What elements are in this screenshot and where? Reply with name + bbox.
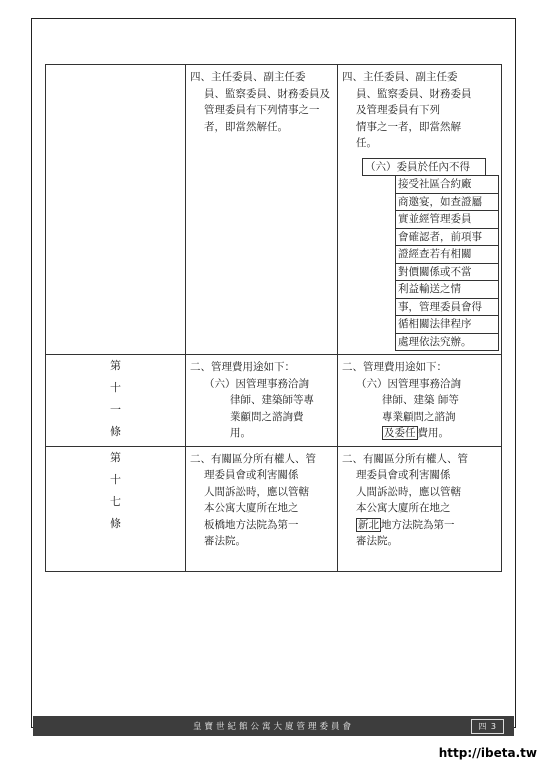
added-clause-line: 處理依法究辦。 <box>395 333 499 352</box>
text-line: 板橋地方法院為第一 <box>204 518 299 531</box>
amended-text-cell <box>338 65 502 355</box>
comparison-table <box>45 64 502 572</box>
added-clause-line: 事，管理委員會得 <box>395 298 499 317</box>
article-cell <box>46 355 186 447</box>
added-clause-line: 實並經管理委員 <box>395 210 499 229</box>
text-line: 專業顧問之諮詢 <box>382 410 456 423</box>
text-line: 二、管理費用途如下： <box>342 361 447 373</box>
amended-text-cell <box>338 355 502 447</box>
text-line: 律師、建築 師等 <box>382 394 459 406</box>
text-line: 理委員會或利害關係 <box>356 469 451 481</box>
added-clause-line: 接受社區合約廠 <box>395 175 499 194</box>
original-text-cell <box>186 446 338 571</box>
text-line: 員、監察委員、財務委員及 <box>204 87 330 100</box>
text-line: 情事之一者，即當然解 <box>356 120 461 133</box>
text-fragment: 地方法院為第一 <box>381 518 455 531</box>
added-clause-line: 證經查若有相關 <box>395 245 499 264</box>
text-line: 人間訴訟時，應以管轄 <box>356 485 461 498</box>
text-line: 者，即當然解任。 <box>204 120 288 133</box>
text-line: 二、管理費用途如下： <box>190 361 295 373</box>
amended-text-cell <box>338 446 502 571</box>
text-line: 律師、建築師等專 <box>230 394 314 406</box>
article-char: 條 <box>110 516 121 530</box>
text-line: 用。 <box>230 427 251 439</box>
text-line: 二、有關區分所有權人、管 <box>190 452 316 465</box>
article-char: 第 <box>110 359 121 372</box>
text-line: 本公寓大廈所在地之 <box>356 502 451 514</box>
article-char: 條 <box>110 425 121 438</box>
text-fragment: 費用。 <box>417 427 449 439</box>
table-row <box>46 65 502 355</box>
added-clause-box <box>362 158 497 352</box>
added-clause-line: 對價關係或不當 <box>395 263 499 282</box>
text-line: 審法院。 <box>204 535 246 547</box>
text-line: 本公寓大廈所在地之 <box>204 502 299 514</box>
page-number: 四 3 <box>471 719 504 734</box>
text-line: 任。 <box>356 137 377 149</box>
text-line: 管理委員有下列情事之一 <box>204 104 320 116</box>
text-line: 人間訴訟時，應以管轄 <box>204 485 309 498</box>
table-row <box>46 446 502 571</box>
text-line: （六）因管理事務洽詢 <box>356 377 461 390</box>
added-words-box: 及委任 <box>384 427 416 439</box>
original-text-cell <box>186 355 338 447</box>
added-clause-line: 商邀宴，如查證屬 <box>395 193 499 212</box>
text-line: 業顧問之諮詢費 <box>230 410 304 423</box>
article-cell <box>46 65 186 355</box>
organization-name: 皇寶世紀館公寓大廈管理委員會 <box>192 722 354 732</box>
article-char: 十 <box>110 472 121 486</box>
text-line: 四、主任委員、副主任委 <box>342 71 458 83</box>
watermark-url: http://ibeta.tw <box>438 746 537 760</box>
footer-bar <box>33 716 514 736</box>
text-line <box>342 425 497 442</box>
article-char: 第 <box>110 450 121 464</box>
text-line: 四、主任委員、副主任委 <box>190 71 306 83</box>
added-words-box: 新北 <box>358 518 379 531</box>
text-line: 員、監察委員、財務委員 <box>356 87 472 100</box>
text-line: 及管理委員有下列 <box>356 104 440 116</box>
text-line: （六）因管理事務洽詢 <box>204 377 309 390</box>
text-line: 理委員會或利害關係 <box>204 469 299 481</box>
text-line: 二、有關區分所有權人、管 <box>342 452 468 465</box>
article-char: 一 <box>110 403 121 416</box>
added-clause-line: 會確認者，前項事 <box>395 228 499 247</box>
text-line: 審法院。 <box>356 535 398 547</box>
text-line <box>342 517 497 534</box>
added-clause-line: 循相關法律程序 <box>395 315 499 334</box>
article-char: 七 <box>110 494 121 508</box>
original-text-cell <box>186 65 338 355</box>
added-clause-line: （六）委員於任內不得 <box>362 158 486 177</box>
table-row <box>46 355 502 447</box>
article-cell <box>46 446 186 571</box>
added-clause-line: 利益輸送之情 <box>395 280 499 299</box>
article-char: 十 <box>110 381 121 394</box>
